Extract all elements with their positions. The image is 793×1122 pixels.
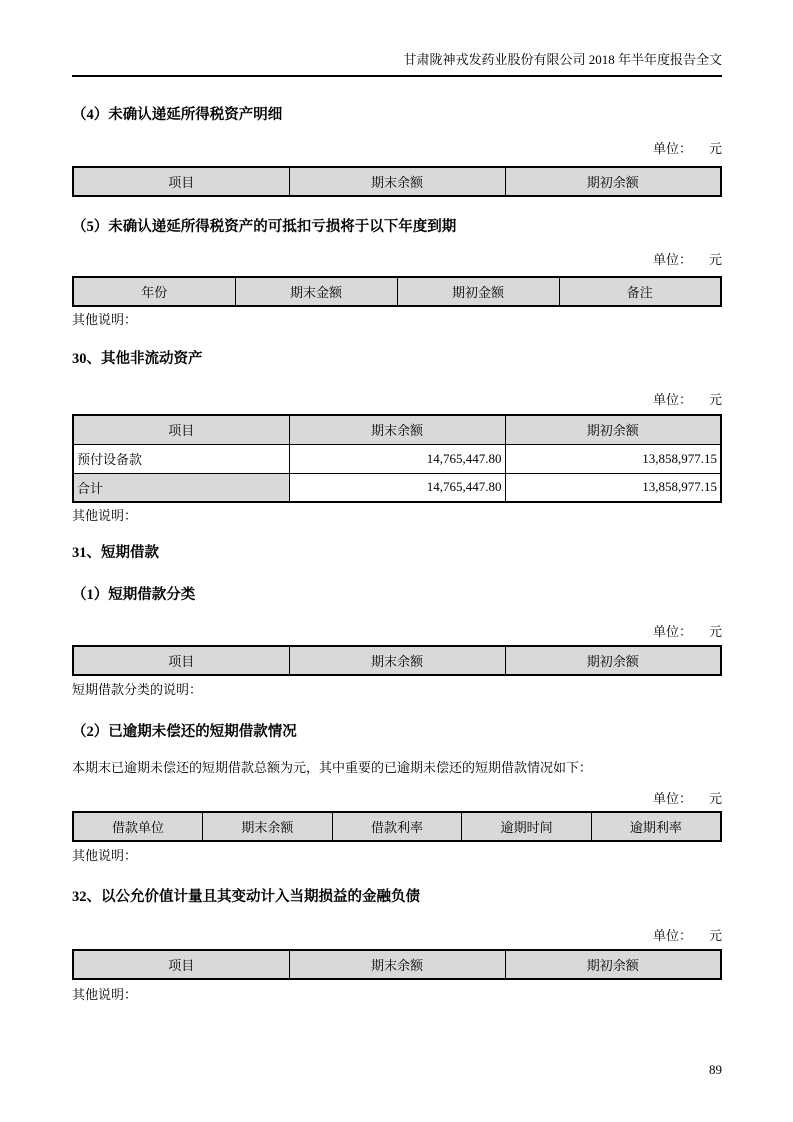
column-header-beginning-balance: 期初余额 bbox=[505, 167, 721, 196]
table-financial-liabilities-fvtpl bbox=[72, 949, 722, 980]
table-row-total bbox=[73, 473, 721, 502]
column-header-ending-balance: 期末余额 bbox=[289, 415, 505, 444]
column-header-lender: 借款单位 bbox=[73, 812, 203, 841]
unit-label: 单位： bbox=[652, 252, 692, 267]
section-32-heading: 32、以公允价值计量且其变动计入当期损益的金融负债 bbox=[72, 889, 420, 905]
table-row-prepaid-equipment bbox=[73, 444, 721, 473]
unit-label: 单位： bbox=[652, 392, 692, 407]
unit-label: 单位： bbox=[652, 141, 692, 156]
table-overdue-short-term-loans bbox=[72, 811, 722, 842]
column-header-item: 项目 bbox=[73, 646, 289, 675]
unit-value: 元 bbox=[708, 252, 722, 267]
column-header-overdue-rate: 逾期利率 bbox=[591, 812, 721, 841]
table-other-non-current-assets bbox=[72, 414, 722, 503]
table-header-row bbox=[73, 812, 721, 841]
unit-value: 元 bbox=[708, 141, 722, 156]
page-header bbox=[72, 0, 722, 77]
loan-classification-note-label: 短期借款分类的说明： bbox=[72, 682, 203, 697]
column-header-beginning-balance: 期初余额 bbox=[505, 646, 721, 675]
beginning-balance-value: 13,858,977.15 bbox=[505, 444, 721, 473]
unit-label: 单位： bbox=[652, 624, 692, 639]
unit-row-s30 bbox=[72, 393, 722, 407]
page-number: 89 bbox=[709, 1062, 722, 1077]
unit-row-s31-2 bbox=[72, 792, 722, 806]
column-header-ending-balance: 期末余额 bbox=[289, 167, 505, 196]
column-header-ending-balance: 期末余额 bbox=[203, 812, 333, 841]
table-header-row bbox=[73, 950, 721, 979]
column-header-year: 年份 bbox=[73, 277, 235, 306]
ending-balance-value: 14,765,447.80 bbox=[289, 444, 505, 473]
column-header-item: 项目 bbox=[73, 950, 289, 979]
unit-row-s31-1 bbox=[72, 625, 722, 639]
column-header-overdue-time: 逾期时间 bbox=[462, 812, 592, 841]
row-label-total: 合计 bbox=[73, 473, 289, 502]
column-header-beginning-balance: 期初余额 bbox=[505, 415, 721, 444]
unit-value: 元 bbox=[708, 624, 722, 639]
table-header-row bbox=[73, 646, 721, 675]
table-header-row bbox=[73, 415, 721, 444]
column-header-ending-amount: 期末金额 bbox=[235, 277, 397, 306]
unit-label: 单位： bbox=[652, 928, 692, 943]
row-label: 预付设备款 bbox=[73, 444, 289, 473]
section-31-1-heading: （1）短期借款分类 bbox=[72, 587, 196, 603]
column-header-item: 项目 bbox=[73, 415, 289, 444]
unit-value: 元 bbox=[708, 791, 722, 806]
section-31-heading: 31、短期借款 bbox=[72, 545, 159, 561]
section-4-heading: （4）未确认递延所得税资产明细 bbox=[72, 107, 283, 123]
unit-row-s5 bbox=[72, 253, 722, 267]
other-notes-label: 其他说明： bbox=[72, 987, 138, 1002]
section-30-heading: 30、其他非流动资产 bbox=[72, 351, 203, 367]
section-31-2-heading: （2）已逾期未偿还的短期借款情况 bbox=[72, 724, 297, 740]
column-header-beginning-amount: 期初金额 bbox=[397, 277, 559, 306]
unit-row-s4 bbox=[72, 142, 722, 156]
table-header-row bbox=[73, 167, 721, 196]
column-header-remark: 备注 bbox=[559, 277, 721, 306]
unit-value: 元 bbox=[708, 392, 722, 407]
unit-row-s32 bbox=[72, 929, 722, 943]
other-notes-label: 其他说明： bbox=[72, 508, 138, 523]
column-header-ending-balance: 期末余额 bbox=[289, 950, 505, 979]
other-notes-label: 其他说明： bbox=[72, 848, 138, 863]
unit-value: 元 bbox=[708, 928, 722, 943]
table-unrecognized-deferred-tax-assets bbox=[72, 166, 722, 197]
ending-balance-value: 14,765,447.80 bbox=[289, 473, 505, 502]
other-notes-label: 其他说明： bbox=[72, 312, 138, 327]
table-header-row bbox=[73, 277, 721, 306]
unit-label: 单位： bbox=[652, 791, 692, 806]
column-header-ending-balance: 期末余额 bbox=[289, 646, 505, 675]
column-header-item: 项目 bbox=[73, 167, 289, 196]
report-title: 甘肃陇神戎发药业股份有限公司 2018 年半年度报告全文 bbox=[403, 52, 722, 67]
report-page-content bbox=[72, 0, 722, 1078]
table-short-term-loans-classification bbox=[72, 645, 722, 676]
table-deductible-losses-expiry bbox=[72, 276, 722, 307]
beginning-balance-value: 13,858,977.15 bbox=[505, 473, 721, 502]
column-header-loan-rate: 借款利率 bbox=[332, 812, 462, 841]
column-header-beginning-balance: 期初余额 bbox=[505, 950, 721, 979]
section-5-heading: （5）未确认递延所得税资产的可抵扣亏损将于以下年度到期 bbox=[72, 219, 457, 235]
overdue-loans-paragraph: 本期末已逾期未偿还的短期借款总额为元，其中重要的已逾期未偿还的短期借款情况如下： bbox=[72, 760, 593, 775]
